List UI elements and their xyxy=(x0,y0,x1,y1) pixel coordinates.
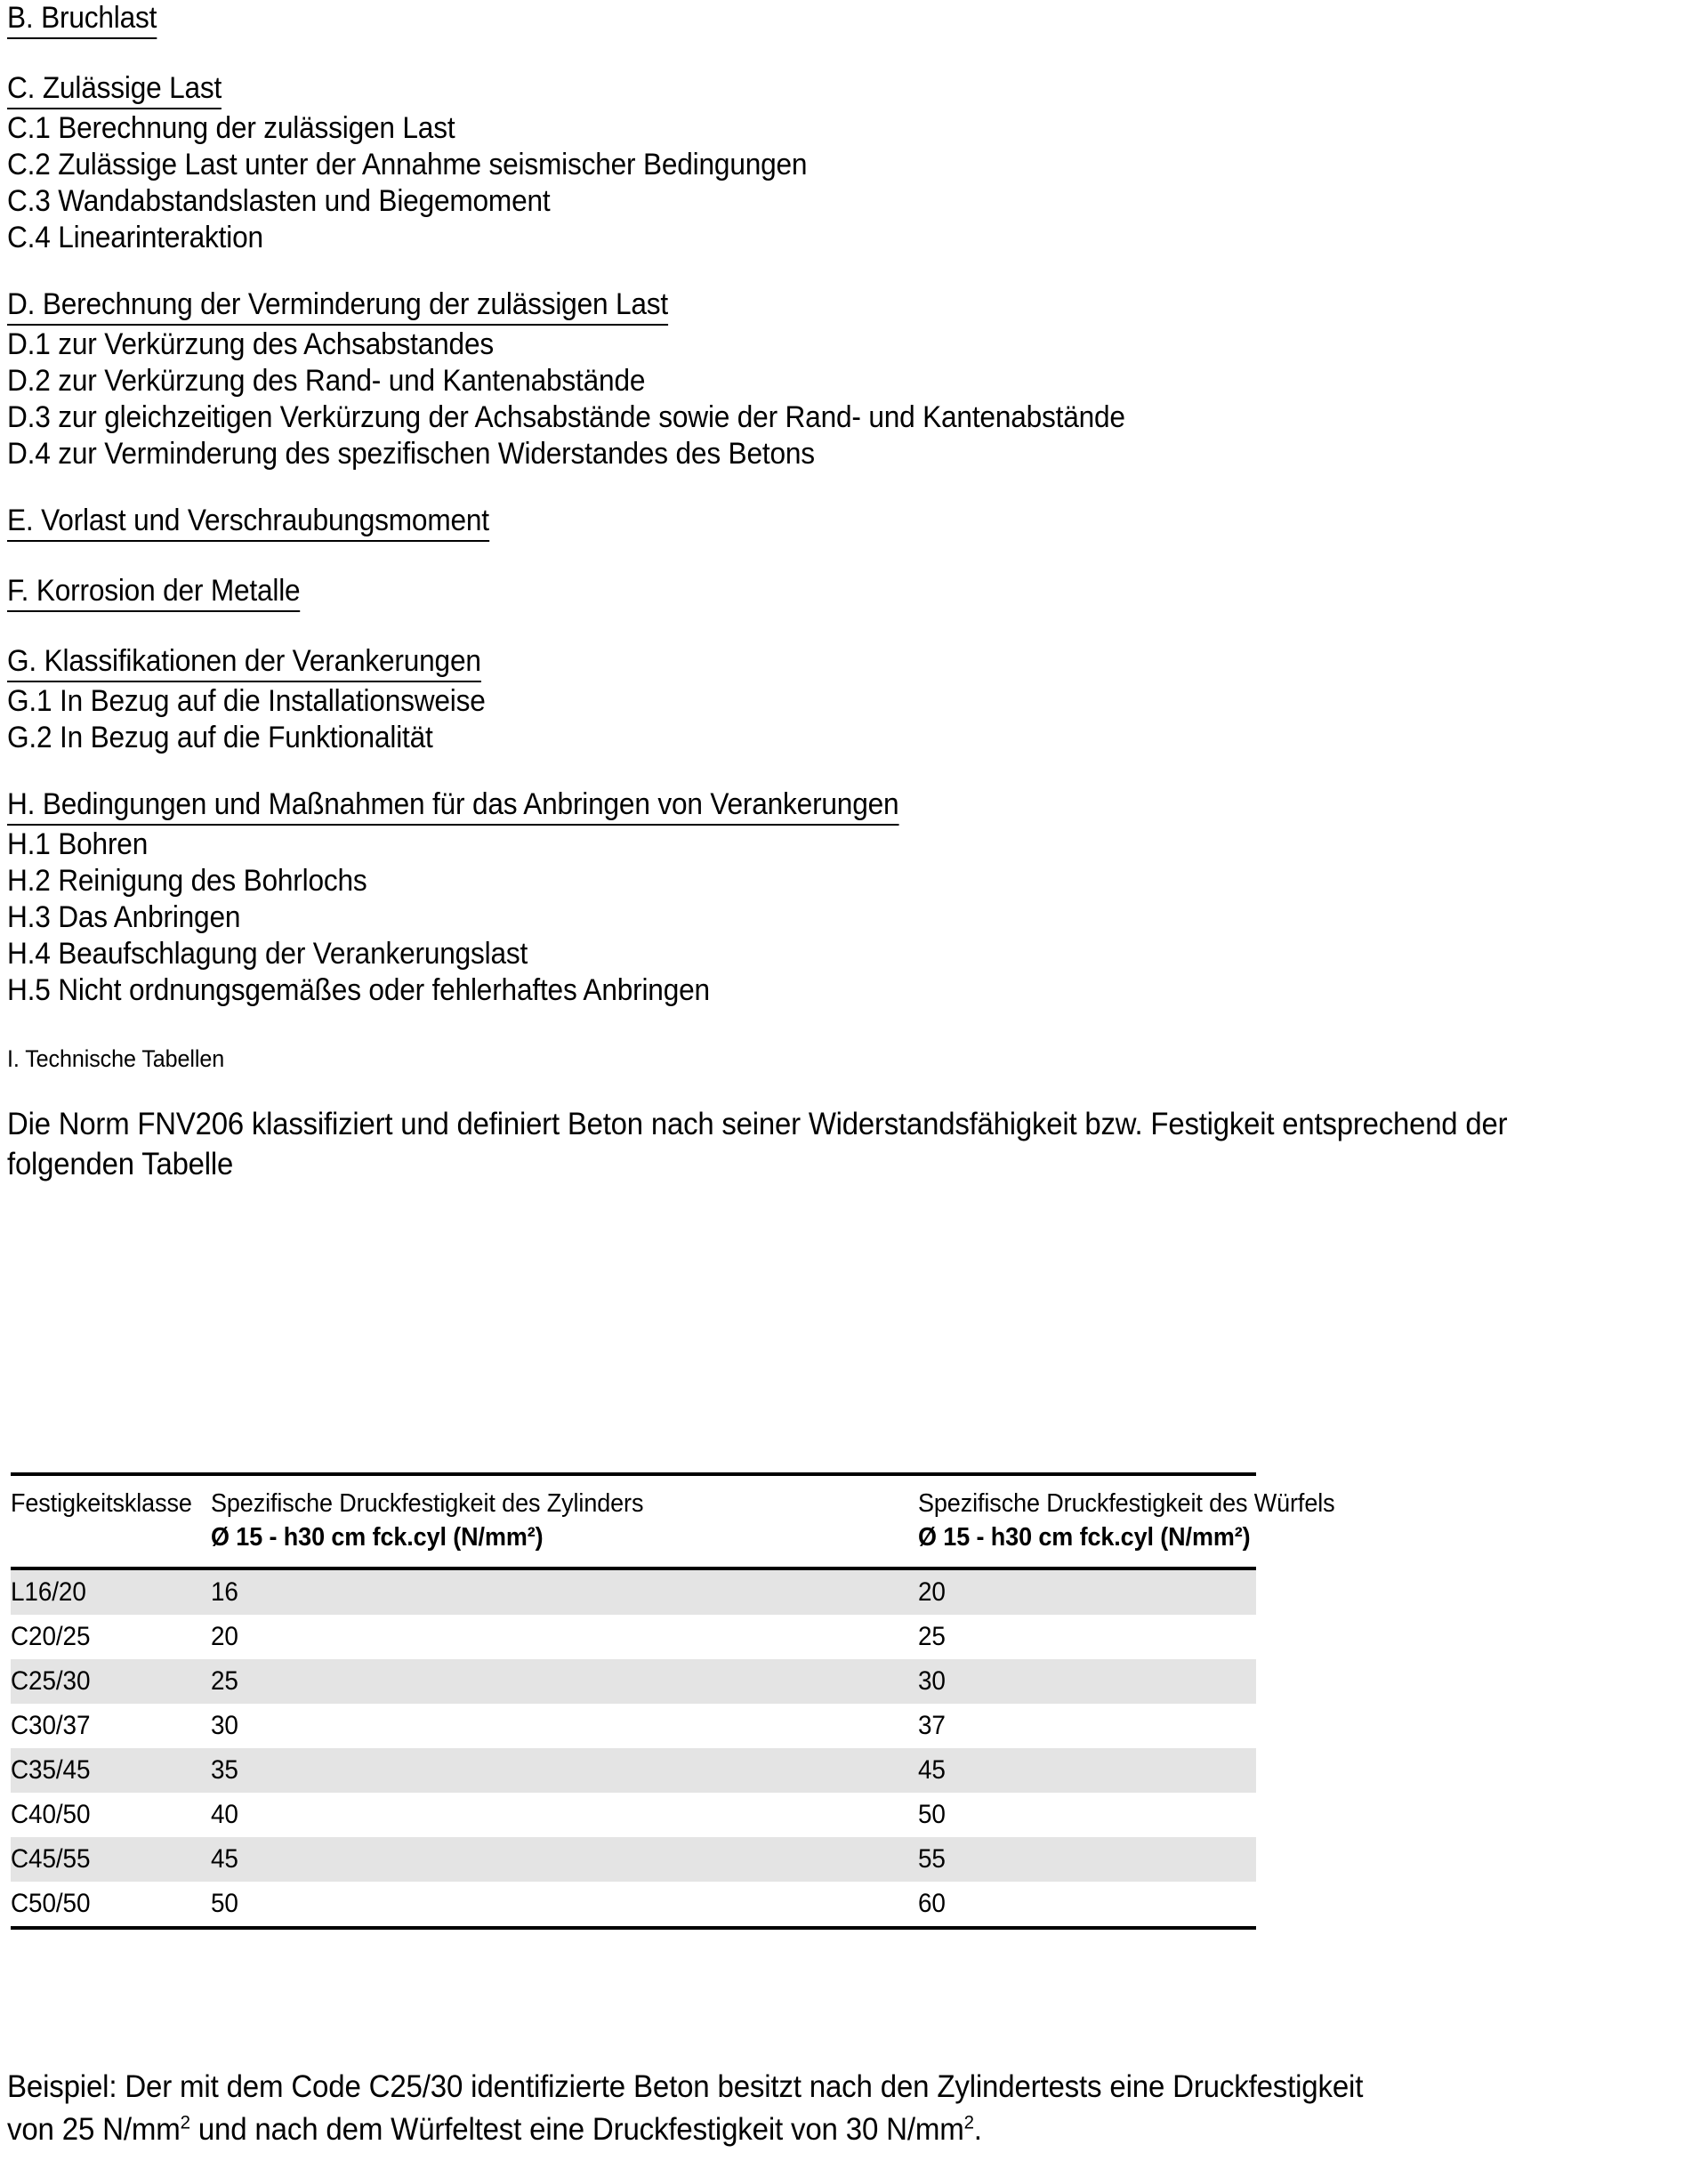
toc-heading-f: F. Korrosion der Metalle xyxy=(7,573,300,612)
toc-group-d xyxy=(7,286,1697,472)
toc-group-g xyxy=(7,643,1697,756)
cell-strength-class xyxy=(11,1659,211,1704)
cell-cylinder xyxy=(211,1659,918,1704)
cell-cylinder xyxy=(211,1793,918,1837)
toc-item-h4: H.4 Beaufschlagung der Verankerungslast xyxy=(7,937,528,971)
toc-group-i xyxy=(7,1044,1697,1074)
cell-cylinder-value: 20 xyxy=(211,1622,238,1651)
toc-item-d2: D.2 zur Verkürzung des Rand- und Kantenabstände xyxy=(7,364,646,398)
cell-cylinder xyxy=(211,1748,918,1793)
cell-cube xyxy=(918,1748,1256,1793)
cell-strength-class xyxy=(11,1793,211,1837)
table-row xyxy=(11,1704,1256,1748)
column-header-strength-class xyxy=(11,1474,211,1568)
table-head xyxy=(11,1474,1335,1568)
example-sup-1: 2 xyxy=(180,2110,190,2133)
example-line-2-prefix: von 25 N/mm xyxy=(7,2112,181,2147)
toc-heading-d: D. Berechnung der Verminderung der zulässigen Last xyxy=(7,286,668,326)
column-header-cylinder-label: Spezifische Druckfestigkeit des Zylinders xyxy=(211,1489,644,1518)
toc-group-c xyxy=(7,70,1697,256)
toc-item-h2: H.2 Reinigung des Bohrlochs xyxy=(7,864,367,898)
cell-cylinder xyxy=(211,1615,918,1659)
column-header-cylinder xyxy=(211,1474,918,1568)
example-sup-2: 2 xyxy=(963,2110,974,2133)
toc-heading-c: C. Zulässige Last xyxy=(7,70,222,109)
table-row xyxy=(11,1748,1256,1793)
cell-cube xyxy=(918,1704,1256,1748)
cell-cube xyxy=(918,1837,1256,1882)
toc-group-e xyxy=(7,503,1697,543)
cell-strength-class-value: C40/50 xyxy=(11,1800,91,1829)
cell-cube xyxy=(918,1882,1256,1928)
table-body xyxy=(11,1568,1256,1928)
cell-cube-value: 60 xyxy=(918,1889,946,1918)
cell-cylinder-value: 35 xyxy=(211,1755,238,1785)
cell-cube xyxy=(918,1568,1256,1615)
cell-cylinder xyxy=(211,1704,918,1748)
cell-strength-class xyxy=(11,1748,211,1793)
column-header-cube-sublabel: Ø 15 - h30 cm fck.cyl (N/mm²) xyxy=(918,1523,1251,1552)
column-header-strength-class-label: Festigkeitsklasse xyxy=(11,1489,192,1518)
cell-cylinder-value: 25 xyxy=(211,1666,238,1696)
cell-strength-class xyxy=(11,1704,211,1748)
table-of-contents xyxy=(7,0,1697,1184)
example-paragraph xyxy=(7,2066,1613,2151)
toc-heading-g: G. Klassifikationen der Verankerungen xyxy=(7,643,481,682)
toc-heading-b: B. Bruchlast xyxy=(7,0,157,39)
cell-cylinder xyxy=(211,1568,918,1615)
toc-item-h3: H.3 Das Anbringen xyxy=(7,900,241,934)
section-heading-i: I. Technische Tabellen xyxy=(7,1045,225,1072)
cell-strength-class-value: C45/55 xyxy=(11,1844,91,1874)
toc-group-f xyxy=(7,573,1697,613)
toc-item-g1: G.1 In Bezug auf die Installationsweise xyxy=(7,684,486,718)
toc-item-d4: D.4 zur Verminderung des spezifischen Widerstandes des Betons xyxy=(7,437,815,471)
table-row xyxy=(11,1615,1256,1659)
table-row xyxy=(11,1793,1256,1837)
cell-cylinder xyxy=(211,1882,918,1928)
cell-strength-class xyxy=(11,1615,211,1659)
cell-strength-class xyxy=(11,1568,211,1615)
cell-cylinder-value: 40 xyxy=(211,1800,238,1829)
toc-item-c4: C.4 Linearinteraktion xyxy=(7,221,263,254)
toc-heading-e: E. Vorlast und Verschraubungsmoment xyxy=(7,503,489,542)
toc-item-g2: G.2 In Bezug auf die Funktionalität xyxy=(7,721,433,754)
cell-strength-class-value: C25/30 xyxy=(11,1666,91,1696)
cell-cube xyxy=(918,1659,1256,1704)
example-line-2-mid: und nach dem Würfeltest eine Druckfestigkeit von 30 N/mm xyxy=(189,2112,964,2147)
toc-item-h1: H.1 Bohren xyxy=(7,827,149,861)
toc-item-d3: D.3 zur gleichzeitigen Verkürzung der Achsabstände sowie der Rand- und Kantenabstände xyxy=(7,400,1125,434)
cell-cube-value: 55 xyxy=(918,1844,946,1874)
cell-strength-class xyxy=(11,1882,211,1928)
toc-heading-h: H. Bedingungen und Maßnahmen für das Anbringen von Verankerungen xyxy=(7,786,898,826)
toc-group-h xyxy=(7,786,1697,1009)
cell-strength-class xyxy=(11,1837,211,1882)
table-row xyxy=(11,1659,1256,1704)
cell-cube-value: 45 xyxy=(918,1755,946,1785)
toc-item-d1: D.1 zur Verkürzung des Achsabstandes xyxy=(7,327,494,361)
example-line-2-suffix: . xyxy=(973,2112,982,2147)
example-line-2 xyxy=(7,2108,1613,2151)
cell-cylinder xyxy=(211,1837,918,1882)
table-row xyxy=(11,1837,1256,1882)
concrete-strength-table xyxy=(11,1472,1335,1930)
cell-cube-value: 20 xyxy=(918,1577,946,1607)
section-i-intro-paragraph: Die Norm FNV206 klassifiziert und definiert Beton nach seiner Widerstandsfähigkeit bzw. Festigkeit entsprechend der folgenden Tabelle xyxy=(7,1107,1508,1181)
column-header-cube xyxy=(918,1474,1335,1568)
cell-cylinder-value: 30 xyxy=(211,1711,238,1740)
example-line-1: Beispiel: Der mit dem Code C25/30 identifizierte Beton besitzt nach den Zylindertests eine Druckfestigkeit xyxy=(7,2069,1364,2104)
column-header-cube-label: Spezifische Druckfestigkeit des Würfels xyxy=(918,1489,1335,1518)
table-row xyxy=(11,1568,1256,1615)
cell-cylinder-value: 50 xyxy=(211,1889,238,1918)
cell-strength-class-value: L16/20 xyxy=(11,1577,86,1607)
toc-item-c3: C.3 Wandabstandslasten und Biegemoment xyxy=(7,184,551,218)
toc-item-c1: C.1 Berechnung der zulässigen Last xyxy=(7,111,455,145)
cell-cube-value: 30 xyxy=(918,1666,946,1696)
toc-group-b xyxy=(7,0,1697,40)
table-row xyxy=(11,1882,1256,1928)
cell-cube xyxy=(918,1793,1256,1837)
cell-strength-class-value: C30/37 xyxy=(11,1711,91,1740)
toc-item-c2: C.2 Zulässige Last unter der Annahme seismischer Bedingungen xyxy=(7,148,808,181)
cell-cube-value: 25 xyxy=(918,1622,946,1651)
cell-cylinder-value: 16 xyxy=(211,1577,238,1607)
cell-strength-class-value: C20/25 xyxy=(11,1622,91,1651)
cell-strength-class-value: C50/50 xyxy=(11,1889,91,1918)
table-header-row xyxy=(11,1474,1256,1568)
toc-item-h5: H.5 Nicht ordnungsgemäßes oder fehlerhaftes Anbringen xyxy=(7,973,710,1007)
cell-strength-class-value: C35/45 xyxy=(11,1755,91,1785)
cell-cube-value: 50 xyxy=(918,1800,946,1829)
concrete-strength-table-container xyxy=(11,1472,1335,1930)
cell-cube xyxy=(918,1615,1256,1659)
cell-cube-value: 37 xyxy=(918,1711,946,1740)
cell-cylinder-value: 45 xyxy=(211,1844,238,1874)
column-header-cylinder-sublabel: Ø 15 - h30 cm fck.cyl (N/mm²) xyxy=(211,1523,544,1552)
